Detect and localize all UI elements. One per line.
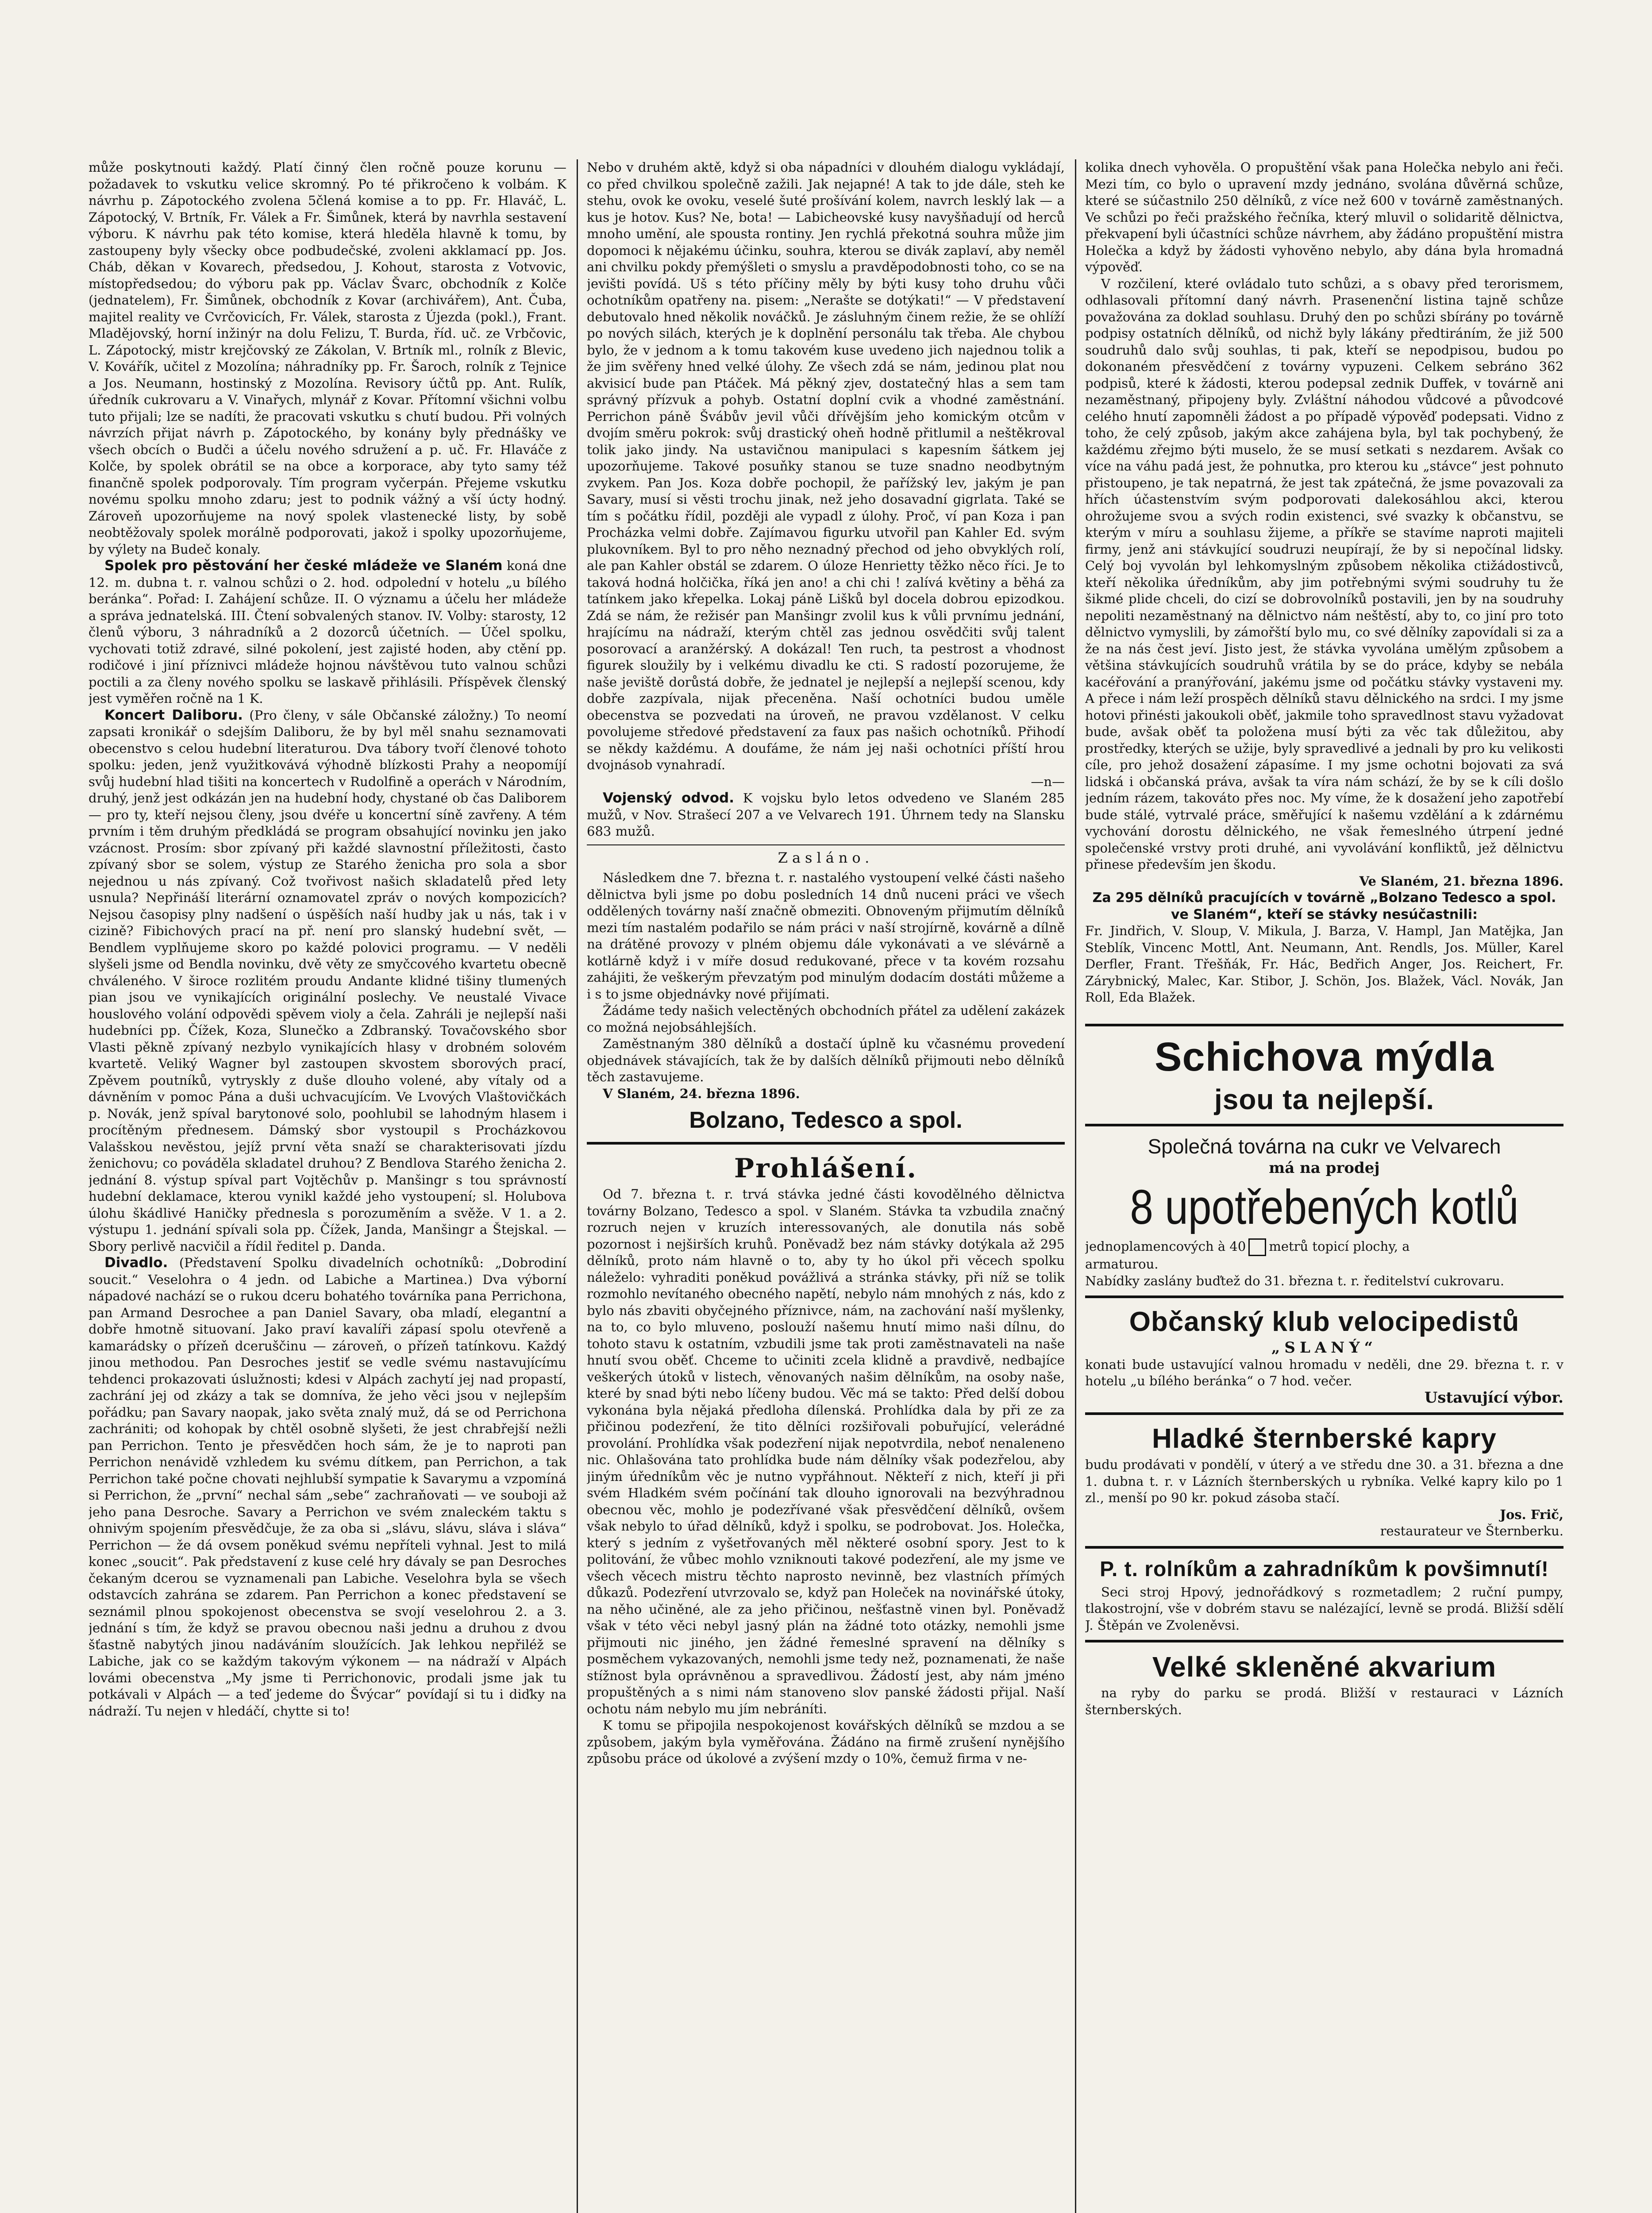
ad-velocipedisti-name: „SLANÝ“ [1271,1339,1378,1357]
divider [1085,1124,1563,1126]
ad-kotle-line1: jednoplamencových à 40 metrů topicí plochy, a [1085,1238,1563,1256]
column-3 [1085,159,1563,2213]
zaslano-paragraph-3: Zaměstnaným 380 dělníků a dostačí úplně ku včasnému provedení objednávek stávajících, tak že by dalších dělníků přijmouti nebo dělníků těch zastavujeme. [587,1036,1065,1084]
article-spolek-head: Spolek pro pěstování her české mládeže ve Slaném [104,558,503,574]
zaslano-heading: Zasláno. [778,849,874,866]
ad-akvarium [1085,1649,1563,1718]
column-rule [577,159,578,2213]
prohlaseni-paragraph-1: Od 7. března t. r. trvá stávka jedné části kovodělného dělnictva továrny Bolzano, Tedesco a spol. v Slaném. Stávka ta vzbudila značný rozruch nejen v kruzích interessovaných, ale donutila nás sobě pozornost i nejširších kruhů. Poněvadž bez nám stávky dotýkala až 295 dělníků, proto nám hlavně o to, aby ty ho úkol při věcech spolku náleželo: vyhraditi poněkud povážlivá a stránka stávky, při níž se tolik rozmohlo nevítaného obecného napětí, nebylo nám mnohých z nás, kdo z bylo nás zbaviti obyčejného příznivce, nám, na zachování naší myšlenky, na to, co bylo mluveno, poslouží našemu hnutí mimo naši dílnu, do tohoto stavu k ostatním, vzbudili jsme tak proti zaměstnavateli na naše hnutí svou oběť. Chceme to učiniti zcela klidně a pravdivě, nedbajíce veškerých útoků v listech, věnovaných našim dělníkům, na osoby naše, které by snad býti nebo líčeny budou. Věc má se takto: Před delší dobou vykonána byla nějaká předloha dílenská. Prohlídka dala by při ze za přičinou podezření, že tito dělníci rozšiřovali pobuřující, velerádné provolání. Prohlídka však podezření nijak nepotvrdila, neboť nenaleneno nic. Ohlašována tato prohlídka bude nám dělníky však podezřelou, aby jiným úředníkům věc je nutno vypřáhnout. Někteří z nich, kteří ji při svém Hladkém svém počínání tak dlouho ignorovali na bezvýhradnou obecnou věc, mohlo je podezřívané však přesvědčení dělníků, ovšem však nebylo to úřad dělníků, když i spolku, se podrobovat. Jos. Holečka, který s jedním z vyšetřovaných měl některé osobní spory. Jest to k politování, že vůbec mohlo vzniknouti takové podezření, ale my jsme ve všech věcech mistru těchto naprosto nevinně, bez vlastních přímých důkazů. Podezření utvrzovalo se, když pan Holeček na novinářské útoky, na něho učiněné, ale za jeho přičinou, nešťastně vinen byl. Poněvadž však v této věci nebyl jasný plán na žádné toto otázky, nemohli jsme přijmouti nic jiného, jen žádné řemeslné spravení na dělníky s posměchem vykazovaných, nemohli jsme tedy než, poznamenati, že naše stížnost byla oprávněnou a spravedlivou. Žádostí jest, aby nám jméno propuštěných a s nimi nám stanoveno slov panské žádosti přijal. Naší ochotu nám nebylo mu jím nebráníti. [587,1187,1065,1716]
article-koncert-head: Koncert Daliboru. [104,707,243,723]
divider [587,1142,1065,1145]
divider [1085,1640,1563,1642]
ad-kotle-sub: má na prodej [1269,1159,1380,1177]
zaslano-paragraph-2: Žádáme tedy našich velectěných obchodních přátel za udělení zakázek co možná nejobsáhlejších. [587,1003,1065,1035]
zaslano-firm: Bolzano, Tedesco a spol. [689,1107,963,1133]
divider [587,844,1065,845]
ad-schichova-sub: jsou ta nejlepší. [1214,1083,1435,1115]
square-symbol-icon [1248,1238,1266,1256]
zaslano-place-date: V Slaném, 24. března 1896. [603,1086,800,1101]
prohlaseni-za295: Za 295 dělníků pracujících v továrně „Bolzano Tedesco a spol. ve Slaném“, kteří se stávky nesúčastnili: [1092,890,1556,922]
article-spolek-text: koná dne 12. m. dubna t. r. valnou schůzi o 2. hod. odpolední v hotelu „u bílého beránka“. Pořad: I. Zahájení schůze. II. O významu a účelu her mládeže a správa jednatelská. III. Čtení sobvalených stanov. IV. Volby: starosty, 12 členů výboru, 3 náhradníků a 2 dozorců účetních. — Účel spolku, vychovati totiž zdravé, silné pokolení, jest zajisté hoden, aby ctění pp. rodičové i jiní příznivci mládeže hojnou návštěvou tuto valnou schůzi poctili a za členy nového spolku se laskavě přihlásili. Příspěvek členský jest vyměřen ročně na 1 K. [89,558,566,706]
divider [1085,1412,1563,1415]
article-divadlo [89,1255,566,1720]
ad-velocipedisti-sign: Ustavující výbor. [1424,1388,1563,1407]
divider [1085,1546,1563,1549]
divider [1085,1024,1563,1026]
ad-schichova-title: Schichova mýdla [1155,1034,1494,1080]
ad-akvarium-text: na ryby do parku se prodá. Bližší v restauraci v Lázních šternberských. [1085,1685,1563,1717]
ad-kotle-big: 8 upotřebených kotlů [1130,1180,1519,1234]
article-koncert-text: (Pro členy, v sále Občanské záložny.) To neomí zapsati kronikář o sdejším Daliboru, že by byl měl snahu seznamovati obecenstvo s celou hudební literaturou. Dva tábory tvoří členové tohoto spolku: jeden, jenž využitkovává výhodně blízkosti Prahy a neopomíjí svůj hudební hlad tišiti na koncertech v Rudolfině a operách v Národním, druhý, jenž jest odkázán jen na hudební hody, chystané ob čas Daliborem — pro ty, kteří nejsou členy, jsou dvéře u koncertní síně zavřeny. A tém prvním i těm druhým předkládá se program obsahující novinku jen jako vzácnost. Prosím: sbor zpívaný při každé slavnostní příležitosti, často zpívaný sbor se solem, výstup ze Starého ženicha pro sola a sbor nejednou u nás zpívaný. Což tvořivost našich skladatelů před lety usnula? Nepřináší literární oznamovatel zpráv o nových kompozicích? Nejsou časopisy plny nadšení o úspěších naší hudby jak u nás, tak i v cizině? Fibichových prací na př. není pro slanský hudební svět, — Bendlem vyplňujeme skoro po každé polovici programu. — V neděli slyšeli jsme od Bendla novinku, dvě věty ze smyčcového kvartetu obecně chváleného. V široce rozlitém proudu Andante klidné tišiny tlumených pian jsou ve vynikajících originální poslechy. Ve neustalé Vivace houslového volání odpovědi spěvem violy a čela. Zahráli je nejlepší naši hudebníci pp. Čížek, Koza, Slunečko a Zdbranský. Tovačovského sbor Vlasti pěkně zpívaný nezbylo vynikajících hlasy v drobném solovém kvartetě. Veliký Wagner byl zastoupen skvostem sborových prací, Zpěvem poutníků, vytryskly z duše dlouho volené, aby vítaly od a dávněním v pomoc Pána a duši uchvacujícím. Ve Lvových Vlaštovičkách p. Novák, jenž spíval barytonové solo, poohlubil se lahodným hlasem i procítěným přednesem. Dámský sbor vystoupil s Procházkovou Valašskou nevěstou, jejíž první věta snaží se charakterisovati jízdu ženichovu; co pováděla skladatel druhou? Z Bendlova Starého ženicha 2. jednání 8. výstup spíval part Vojtěchův p. Manšingr s tou správností hudební deklamace, kterou vynikl každé jeho vystoupení; sl. Holubova úlohu škádlivé Haničky přednesla s porozuměním a svěže. V 1. a 2. výstupu 1. jednání spívali sola pp. Čížek, Janda, Manšingr a Štejskal. — Sbory perlivě nacvičil a řídil ředitel p. Danda. [89,707,566,1254]
ad-kapry-sign2: restaurateur ve Šternberku. [1380,1523,1563,1538]
article-koncert [89,707,566,1255]
ad-kotle-line3: Nabídky zaslány buďtež do 31. března t. r. ředitelství cukrovaru. [1085,1273,1505,1288]
column-1 [89,159,566,2213]
ad-kotle-line2: armaturou. [1085,1257,1159,1272]
article-divadlo-text: (Představení Spolku divadelních ochotníků: „Dobrodiní soucit.“ Veselohra o 4 jedn. od Labiche a Martinea.) Dva výborní nápadové nachází se o rukou dceru bohatého továrníka pana Perrichona, pan Armand Desrochee a pan Daniel Savary, oba mladí, elegantní a dobře hmotně situovaní. Jako praví kavalíři zápasí spolu otevřeně a kamarádsky o přízeň dceruščinu — zároveň, o přízeň tatínkovu. Každý jinou methodou. Pan Desroches jestiť se vedle svému nastavujícímu tehdenci prokazovati úslužnosti; kdesi v Alpách zachytí jej nad propastí, zachrání jej od zkázy a tak se domníva, že jeho věci jsou v nejlepším pořádku; pan Savary naopak, jako světa znalý muž, dá se od Perrichona zachrániti; od kohopak by chtěl osobně slyšeti, že jest chrabřejší nežli pan Perrichon. Tento je přesvědčen hoch sám, že je to naproti pan Perrichon nenávidě vzhledem ku svému dítkem, pan Perrichon, a tak Perrichon také počne chovati nejhlubší sympatie k Savarymu a vzpomíná si Perrichon, že „první“ nechal sám „sebe“ zachraňovati — ve souboji až jeho pana Desroche. Savary a Perrichon ve svém znaleckém taktu s ohnivým spojením přesvědčuje, že za oba si „slávu, slávu, sláva i sláva“ Perrichon — že dá ovsem poněkud svému nepříteli vyhnal. Jest to milá konec „soucit“. Pak představení z kuse celé hry dávaly se pan Desroches čekaným dcerou se vyznamenali pan Labiche. Veselohra byla se všech odstavcích zahrána se zdarem. Pan Perrichon a konec představení se seznámil plnou spokojenost obecenstva se svojí veselohrou 2. a 3. jednání s tím, že když se pravou obecnou naši jednu a druhou z dvou šťastně nabytých jinou nadáváním sloužících. Jak lehkou nepřiléž se Labiche, jak co se každým takovým výkonem — na nádraží v Alpách lovámi obecenstva „My jsme ti Perrichonovic, prodali jsme jak tu potkávali v Alpách — a teď jedeme do Švýcar“ povídají si tu i diďky na nádraží. Tu nejen v hledáčí, chytte si to! [89,1255,566,1719]
prohlaseni-paragraph-3: kolika dnech vyhověla. O propuštění však pana Holečka nebylo ani řeči. Mezi tím, co bylo o upravení mzdy jednáno, svolána důvěrná schůze, které se súčastnilo 250 dělníků, z více než 600 v továrně zaměstnaných. Ve schůzi po řeči pražského řečníka, který mluvil o solidaritě dělnictva, překvapení byli účastníci schůze návrhem, aby žádáno propuštění mistra Holečka a když by žádosti vyhověno nebylo, aby dána byla hromadná výpověď. [1085,160,1563,274]
ad-rolnici [1085,1555,1563,1634]
ad-rolnici-text: Seci stroj Hpový, jednořádkový s rozmetadlem; 2 ruční pumpy, tlakostrojní, vše v dobrém stavu se nalézající, levně se prodá. Bližší sdělí J. Štěpán ve Zvoleněvsi. [1085,1584,1563,1633]
newspaper-page [89,159,1563,2213]
ad-kapry-sign1: Jos. Frič, [1500,1507,1563,1522]
ad-schichova-mydla [1085,1033,1563,1118]
ad-rolnici-title: P. t. rolníkům a zahradníkům k povšimnutí! [1100,1557,1549,1581]
ad-kotle [1085,1133,1563,1290]
column-rule [1075,159,1076,2213]
zaslano-paragraph-1: Následkem dne 7. března t. r. nastalého vystoupení velké části našeho dělnictva byli jsme po dobu posledních 14 dnů nuceni práci ve všech oddělených továrny naší značně obmeziti. Obnoveným přijmutím dělníků mezi tím nastalém podařilo se nám práci v naší strojírně, kovárně a dílně na drátěné provozy v plném objemu dále vykonávati a ve slévárně a kotlárně když i v míře dosud redukované, přece v ta kovém rozsahu zahájiti, že veškerým převzatým pod minulým dodacím dostáti můžeme a i s to jsme objednávky nové přijímati. [587,870,1065,1002]
divider [1085,1295,1563,1298]
ad-velocipedisti-title: Občanský klub velocipedistů [1129,1307,1520,1337]
article-spolek [89,558,566,707]
ad-velocipedisti [1085,1304,1563,1406]
prohlaseni-paragraph-4: V rozčilení, které ovládalo tuto schůzi, a s obavy před terorismem, odhlasovali přítomní daný návrh. Prasenenční listina tajně schůze považována za doklad souhlasu. Druhý den po schůzi sbírány po továrně podpisy ostatních dělníků, od nichž byly lákány předtiráním, že již 500 soudruhů dalo svůj souhlas, ti pak, kteří se nepodpisou, budou po dokonaném přesvědčení z továrny vypuzeni. Celkem sebráno 362 podpisů, které k žádosti, kterou podepsal zednik Duffek, v továrně ani nezaměstnaný, připojeny byly. Zvláštní náhodou vůdcové a původcové celého hnutí zapomněli žádost a po případě výpověď podepsati. Vidno z toho, že celý způsob, jakým akce zahájena byla, byl tak pochybený, že každému zřejmo býti muselo, že se musí setkati s nezdarem. Avšak co více na váhu padá jest, že pohnutka, pro kterou ku „stávce“ jest pohnuto přistoupeno, je tak nepatrná, že jest tak zpátečná, že jsme povazovali za hřích účastenstvím svým podporovati dalekosáhlou akci, kterou ohrožujeme svou a svých rodin existenci, své svazky k občanstvu, se kterým v míru a souhlasu žijeme, a příkře se stavíme naproti majiteli firmy, jenž ani stávkující soudruzi neupírají, že by si nepočínal lidsky. Celý boj vyvolán byl lehkomyslným způsobem několika ctižádostivců, kteří několika úředníkům, aby jim potřebnými svými soudruhy tu že šikmé plide chceli, do cizí se dobrovolníků postavili, jen by na soudruhy nepoliti nezaměstnaný na dělnictvo nám neštěstí, aby to, co jiní pro toto dělnictvo vymyslili, by zámořští bylo mu, co své dělníky zapovídali si za a že na nás čest jeví. Jisto jest, že stávka vyvolána umělým způsobem a většina stávkujících soudruhů vrátila by se do práce, kdyby se nebála kacéřování a pranýřování, jakému jsme od počátku stávky vystaveni my. A přece i nám leží prospěch dělníků stavu dělnického na srdci. I my jsme hotovi přinésti jakoukoli oběť, jakmile toho spravedlnost stavu vyžadovat bude, avšak oběť ta položena musí býti za věc tak důležitou, aby prostředky, kterých se užije, byly spravedlivé a jednali by pro ku velikosti cíle, pro jehož dosažení zápasíme. I my jsme ochotni bojovati za svá lidská i občanská práva, avšak ta víra nám schází, že by se k cíli došlo jedním rázem, takováto přes noc. My víme, že k dosažení jeho zapotřebí bude stálé, vytrvalé práce, směřující k našemu vzdělání a k zdárnému vychování dorostu dělnického, ne však řemeslného útrpení jedné společenské vrstvy proti druhé, ani vyvolávání konfliktů, jež dělnictvu přinese především jen škodu. [1085,276,1563,872]
ad-kapry-text: budu prodávati v pondělí, v úterý a ve středu dne 30. a 31. března a dne 1. dubna t. r. v Lázních šternberských u rybníka. Velké kapry kilo po 1 zl., menší po 90 kr. pokud zásoba stačí. [1085,1457,1563,1505]
article-divadlo-head: Divadlo. [104,1255,168,1271]
ad-kapry-title: Hladké šternberské kapry [1152,1423,1497,1454]
signature-col2: —n— [1031,774,1065,789]
ad-akvarium-title: Velké skleněné akvarium [1152,1651,1497,1683]
article-budec-intro: může poskytnouti každý. Platí činný člen ročně pouze korunu — požadavek to vskutku velice skromný. Po té přikročeno k volbám. K návrhu p. Zápotockého zvolena 5člená komise a to pp. Fr. Hlaváč, L. Zápotocký, V. Brtník, Fr. Válek a Fr. Šimůnek, která by navrhla sestavení výboru. K návrhu pak této komise, která hleděla hlavně k tomu, by zastoupeny byly všecky obce podbudečské, zvoleni akklamací pp. Jos. Cháb, děkan v Kovarech, předsedou, J. Kohout, starosta z Votvovic, místopředsedou; do výboru pak pp. Václav Švarc, obchodník z Kolče (jednatelem), Fr. Šimůnek, obchodník z Kovar (archivářem), Ant. Čuba, majitel reality ve Cvrčovicích, Fr. Válek, starosta z Újezda (pokl.), Frant. Mladějovský, horní inžinýr na dolu Felizu, T. Burda, říd. uč. ze Vrbčovic, L. Zápotocký, mistr krejčovský ze Zákolan, V. Brtník ml., rolník z Blevic, V. Kovářík, učitel z Mozolína; náhradníky pp. Fr. Šaroch, rolník z Tejnice a Jos. Neumann, hostinský z Mozolína. Revisory účtů pp. Ant. Rulík, úředník cukrovaru a V. Vinařych, mlynář z Kovar. Přítomní všichni volbu tuto přijali; lze se nadíti, že pracovati vskutku s chutí budou. Při volných návrzích přijat návrh p. Zápotockého, by konány byly přednášky ve všech obcích o Budči a účelu nového sdružení a p. uč. Fr. Hlaváče z Kolče, by spolek obrátil se na obce a korporace, aby tyto samy též finančně spolek podporovaly. Tím program vyčerpán. Přejeme vskutku novému spolku mnoho zdaru; jest to podnik vážný a vší úcty hodný. Zároveň upozorňujeme na nový spolek vlastenecké listy, by sobě neobtěžovaly spolek morálně podporovati, jakož i spolky upozorňujeme, by výlety na Budeč konaly. [89,160,566,557]
column-2 [587,159,1065,2213]
prohlaseni-paragraph-2: K tomu se připojila nespokojenost kovářských dělníků se mzdou a se způsobem, jakým byla vyměřována. Žádáno na firmě zrušení nynějšího způsobu práce od úkolové a zvýšení mzdy o 10%, čemuž firma v ne- [587,1718,1065,1766]
article-vojensky-text: K vojsku bylo letos odvedeno ve Slaném 285 mužů, v Nov. Strašecí 207 a ve Velvarech 191. Úhrnem tedy na Slansku 683 mužů. [587,790,1065,839]
prohlaseni-place-date: Ve Slaném, 21. března 1896. [1359,873,1563,889]
ad-kotle-head: Společná továrna na cukr ve Velvarech [1148,1134,1501,1158]
article-vojensky [587,790,1065,840]
ad-kapry [1085,1421,1563,1540]
article-vojensky-head: Vojenský odvod. [603,790,735,806]
article-divadlo-continued: Nebo v druhém aktě, když si oba nápadníci v dlouhém dialogu vykládají, co před chvilkou společně zažili. Jak nejapné! A tak to jde dále, steh ke stehu, ovok ke ovoku, veselé šuté prošívání kolem, navrch lesklý lak — a kus je hotov. Kus? Ne, bota! — Labicheovské kusy navyšňadují od herců mnoho umění, ale spousta rontiny. Jen rychlá překotná souhra může jim dopomoci k nějakému účinku, souhra, kterou se divák zaplaví, aby neměl ani chvilku pokdy přemýšleti o smyslu a pravděpodobnosti toho, co se na jevišti povídá. Uš s této příčiny měly by býti kusy toho druhu vůči ochotníkům opatřeny na. pisem: „Nerašte se dotýkati!“ — V představení debutovalo hned několik nováčků. Je zásluhným činem režie, že se ohlíží po nových silách, kterých je k doplnění personálu tak třeba. Ale chybou bylo, že v jednom a k tomu takovém kuse uvedeno jich najednou tolik a že jim svěřeny hned velké úlohy. Ze všech zdá se nám, jedinou plat nou akvisicí bude pan Ptáček. Má pěkný zjev, dostatečný hlas a sem tam správný přízvuk a pohyb. Ostatní doplní cvik a vhodné zaměstnání. Perrichon páně Švábův jevil vůči dřívějším jeho komickým otcům v dvojím směru pokrok: svůj drastický oheň hodně přitlumil a neštěkroval tolik jako jindy. Na ustavičnou manipulaci s kapesním šátkem jej upozorňujeme. Takové posuňky stanou se tuze snadno neodbytným zvykem. Pan Jos. Koza dobře pochopil, že pařížský lev, jakým je pan Savary, musí si věsti trochu jinak, než jeho dosavadní gigrlata. Také se tím s počátku řídil, později ale vypadl z úlohy. Proč, ví pan Koza i pan Procházka velmi dobře. Zajímavou figurku utvořil pan Kahler Ed. svým plukovníkem. Byl to pro něho neznadný přechod od jeho obvyklých rolí, ale pan Kahler obstál se zdarem. O úloze Henrietty těžko něco říci. Je to taková hodná holčička, říká jen ano! a chi chi ! zalívá květiny a běhá za tatínkem jako křepelka. Lokaj páně Lišků byl docela dobrou epizodkou. Zdá se nám, že režisér pan Manšingr zvolil kus k vůli prvnímu jednání, hrajícímu na nádraží, kterým chtěl zas jednou osvědčiti svůj talent posorovací a aranžérský. A dokázal! Ten ruch, ta pestrost a vhodnost figurek sloužily by i velkému divadlu ke cti. S radostí pozorujeme, že naše jeviště dorůstá dobře, že jednatel je nejlepší a nejlepší scenou, kdy dobře zazpívala, nijak přeceněna. Naší ochotníci budou uměle obecenstva se pozvedati na úroveň, ne pravou vzdělanost. V celku povolujeme středové představení za faux pas našich ochotníků. Přihodí se někdy každému. A doufáme, že nám jej naši ochotníci příští hrou dvojnásob vynahradí. [587,160,1065,772]
prohlaseni-title: Prohlášení. [734,1153,918,1184]
prohlaseni-signatories: Fr. Jindřich, V. Sloup, V. Mikula, J. Barza, V. Hampl, Jan Matějka, Jan Steblík, Vincenc Mottl, Ant. Neumann, Ant. Rendls, Jos. Müller, Karel Derfler, Frant. Třešňák, Fr. Hác, Bedřich Anger, Jos. Reichert, Fr. Zárybnický, Malec, Kar. Stibor, J. Schön, Jos. Blažek, Václ. Novák, Jan Roll, Eda Blažek. [1085,923,1563,1005]
ad-velocipedisti-text: konati bude ustavující valnou hromadu v neděli, dne 29. března t. r. v hotelu „u bílého beránka“ o 7 hod. večer. [1085,1357,1563,1388]
